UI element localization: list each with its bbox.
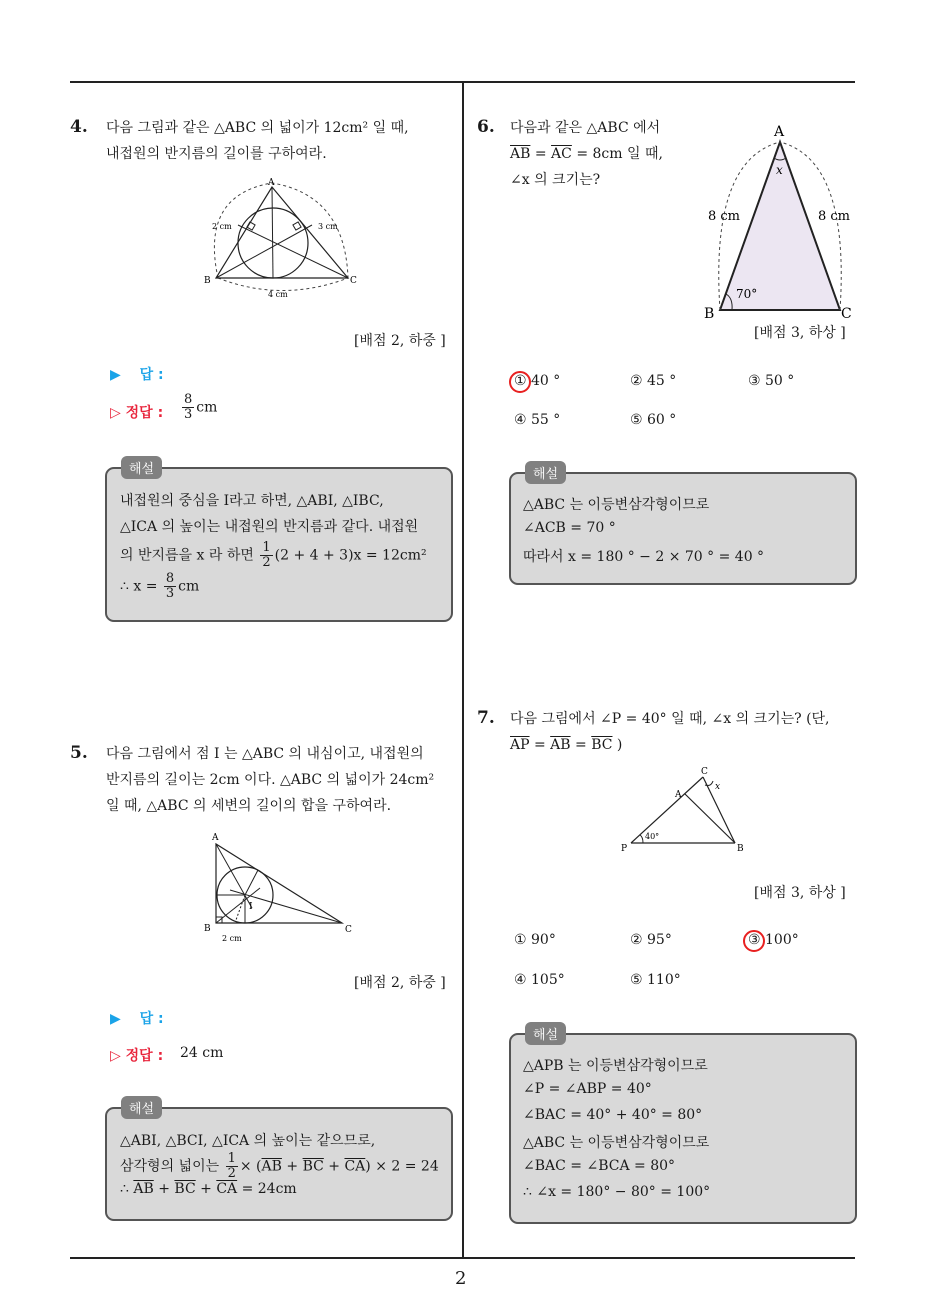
q6-fig-B: B	[704, 306, 715, 322]
q7-sol-line4: △ABC 는 이등변삼각형이므로	[523, 1135, 710, 1151]
q4-answer-arrow-icon: ▶	[110, 367, 121, 383]
q4-sol-line3: 의 반지름을 x 라 하면 $\frac{1}{2}$ (2 + 4 + 3)x = 12cm²	[120, 540, 427, 570]
q6-fig-angle: 70°	[736, 287, 758, 301]
q4-sol-fraction-half: $\frac{1}{2}$	[262, 540, 271, 570]
q5-fig-C: C	[345, 925, 352, 935]
q5-sol-fraction: $\frac{1}{2}$	[227, 1151, 236, 1181]
q6-fig-A: A	[774, 124, 785, 140]
q6-text-line3: ∠x 의 크기는?	[510, 172, 601, 188]
q4-fig-ab: 2 cm	[212, 222, 232, 231]
q7-fig-B: B	[737, 844, 744, 854]
q4-answer-fraction: $\frac{8}{3}$	[184, 392, 193, 422]
column-divider	[462, 83, 464, 1258]
q6-fig-ac: 8 cm	[818, 209, 851, 224]
q7-score: [배점 3, 하상 ]	[754, 885, 846, 901]
q5-correct-text: 정답 :	[125, 1048, 164, 1064]
bottom-rule	[70, 1257, 855, 1259]
q4-number: 4.	[70, 117, 88, 137]
q4-sol-line4: ∴ x = $\frac{8}{3}$ cm	[120, 571, 200, 601]
q5-text-line2: 반지름의 길이는 2cm 이다. △ABC 의 넓이가 24cm²	[106, 772, 435, 788]
q7-text-line2: $\overline{AP} = \overline{AB} = \overline{BC}$ )	[510, 737, 623, 753]
q6-sol-line1: △ABC 는 이등변삼각형이므로	[523, 497, 710, 513]
q4-correct-arrow-icon: ▷	[110, 405, 121, 421]
q6-sol-line3: 따라서 x = 180 ° − 2 × 70 ° = 40 °	[523, 549, 765, 565]
q5-correct-value: 24 cm	[180, 1045, 224, 1061]
q4-correct-value: $\frac{8}{3}$ cm	[184, 392, 218, 422]
q4-fig-C: C	[350, 276, 357, 286]
q5-answer-label	[110, 1008, 164, 1028]
q4-text-line2: 내접원의 반지름의 길이를 구하여라.	[106, 146, 327, 162]
q5-sol-line1: △ABI, △BCI, △ICA 의 높이는 같으므로,	[120, 1133, 376, 1149]
q7-sol-line6: ∴ ∠x = 180° − 80° = 100°	[523, 1184, 711, 1200]
q5-fig-I: I	[249, 902, 253, 912]
q7-sol-line1: △APB 는 이등변삼각형이므로	[523, 1058, 708, 1074]
q7-sol-line2: ∠P = ∠ABP = 40°	[523, 1081, 652, 1097]
q5-fig-A: A	[212, 833, 219, 843]
q7-fig-C: C	[701, 767, 708, 777]
q7-fig-P: P	[621, 844, 628, 854]
q5-solution-tag: 해설	[121, 1096, 162, 1119]
q5-sol-line3: ∴ $\overline{AB} + \overline{BC} + \overline{CA} = 24cm$	[120, 1181, 297, 1197]
q6-choice-1[interactable]: ① 40 °	[514, 373, 561, 389]
q7-solution-tag: 해설	[525, 1022, 566, 1045]
q7-sol-line3: ∠BAC = 40° + 40° = 80°	[523, 1107, 703, 1123]
q4-correct-text: 정답 :	[125, 405, 164, 421]
q5-fig-r: 2 cm	[222, 934, 242, 943]
q7-fig-angle: 40°	[645, 832, 660, 841]
q4-score: [배점 2, 하중 ]	[354, 333, 446, 349]
q7-choice-1[interactable]: ① 90°	[514, 932, 556, 948]
q6-text-line1: 다음과 같은 △ABC 에서	[510, 120, 661, 136]
q7-fig-A: A	[675, 790, 682, 800]
q4-answer-text: 답 :	[139, 367, 164, 383]
q6-choice-2[interactable]: ② 45 °	[630, 373, 677, 389]
q6-fig-C: C	[841, 306, 852, 322]
q4-correct-label	[110, 402, 163, 422]
q6-fig-ab: 8 cm	[708, 209, 741, 224]
page-number: 2	[455, 1268, 467, 1289]
q5-answer-arrow-icon: ▶	[110, 1011, 121, 1027]
q7-choice-5[interactable]: ⑤ 110°	[630, 972, 681, 988]
q7-choice-4[interactable]: ④ 105°	[514, 972, 565, 988]
q4-fig-A: A	[268, 178, 275, 188]
q7-fig-x: x	[715, 782, 721, 792]
q6-solution-tag: 해설	[525, 461, 566, 484]
q4-fig-B: B	[204, 276, 211, 286]
q6-text-line2: $\overline{AB} = \overline{AC} = 8cm$ 일 때,	[510, 146, 663, 162]
q7-number: 7.	[477, 708, 495, 728]
q7-choice-3[interactable]: ③ 100°	[748, 932, 799, 948]
q5-figure	[200, 828, 360, 943]
q5-answer-text: 답 :	[139, 1011, 164, 1027]
q6-choice-3[interactable]: ③ 50 °	[748, 373, 795, 389]
q6-number: 6.	[477, 117, 495, 137]
q4-fig-ac: 3 cm	[318, 222, 338, 231]
q7-figure	[615, 765, 755, 860]
q4-text-line1: 다음 그림과 같은 △ABC 의 넓이가 12cm² 일 때,	[106, 120, 409, 136]
q5-correct-label	[110, 1045, 163, 1065]
q7-choice-2[interactable]: ② 95°	[630, 932, 672, 948]
q4-fig-bc: 4 cm	[268, 290, 288, 299]
q5-correct-arrow-icon: ▷	[110, 1048, 121, 1064]
q5-text-line1: 다음 그림에서 점 I 는 △ABC 의 내심이고, 내접원의	[106, 746, 424, 762]
q4-sol-fraction: $\frac{8}{3}$	[165, 571, 175, 601]
q6-fig-x: x	[776, 163, 783, 177]
q6-sol-line2: ∠ACB = 70 °	[523, 520, 616, 536]
q6-choice-4[interactable]: ④ 55 °	[514, 412, 561, 428]
q4-answer-label	[110, 364, 164, 384]
q6-score: [배점 3, 하상 ]	[754, 325, 846, 341]
q5-number: 5.	[70, 743, 88, 763]
q5-sol-line2: 삼각형의 넓이는 $\frac{1}{2}$ × $(\overline{AB} + \overline{BC} + \overline{CA}) \times 2 = 24$	[120, 1151, 439, 1181]
q5-fig-B: B	[204, 924, 211, 934]
q4-sol-line2: △ICA 의 높이는 내접원의 반지름과 같다. 내접원	[120, 519, 419, 535]
q4-figure	[200, 175, 365, 305]
q5-text-line3: 일 때, △ABC 의 세변의 길이의 합을 구하여라.	[106, 798, 392, 814]
q6-figure	[700, 120, 860, 322]
q5-score: [배점 2, 하중 ]	[354, 975, 446, 991]
q7-sol-line5: ∠BAC = ∠BCA = 80°	[523, 1158, 676, 1174]
q6-choice-5[interactable]: ⑤ 60 °	[630, 412, 677, 428]
q4-solution-tag: 해설	[121, 456, 162, 479]
q4-sol-line1: 내접원의 중심을 I라고 하면, △ABI, △IBC,	[120, 493, 384, 509]
q7-text-line1: 다음 그림에서 ∠P = 40° 일 때, ∠x 의 크기는? (단,	[510, 711, 830, 727]
